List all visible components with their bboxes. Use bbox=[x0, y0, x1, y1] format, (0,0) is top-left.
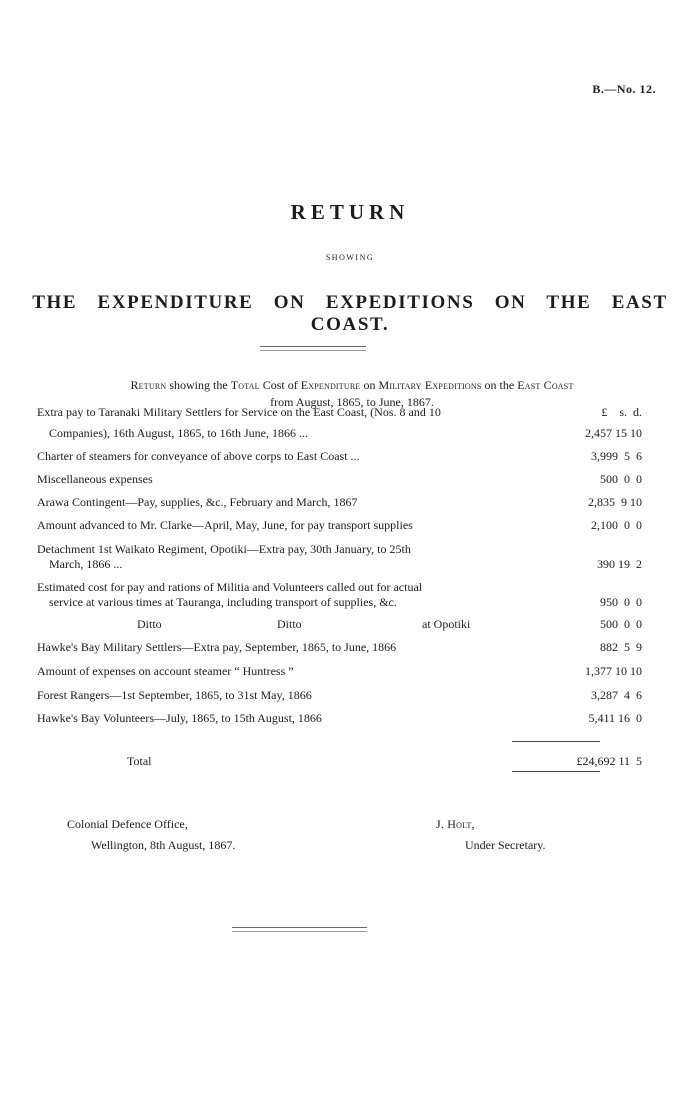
heading-date-range: from August, 1865, to June, 1867. bbox=[270, 395, 434, 409]
row-description: Charter of steamers for conveyance of above corps to East Coast ... bbox=[37, 449, 360, 463]
row-description: Forest Rangers—1st September, 1865, to 31st May, 1866 bbox=[37, 688, 312, 702]
row-amount: 2,457 15 10 bbox=[585, 426, 642, 440]
row-amount: 5,411 16 0 bbox=[588, 711, 642, 725]
table-row bbox=[37, 405, 672, 441]
row-amount: 950 0 0 bbox=[600, 595, 642, 609]
row-line: Detachment 1st Waikato Regiment, Opotiki—Extra pay, 30th January, to 25th bbox=[37, 542, 411, 556]
row-description: Hawke's Bay Volunteers—July, 1865, to 15th August, 1866 bbox=[37, 711, 322, 725]
row-amount: 390 19 2 bbox=[597, 557, 642, 571]
heading-text: on bbox=[360, 378, 379, 392]
row-amount: 3,999 5 6 bbox=[591, 449, 642, 463]
row-amount: 500 0 0 bbox=[600, 617, 642, 631]
document-subtitle: SHOWING bbox=[325, 253, 375, 262]
office-name: Colonial Defence Office, bbox=[67, 817, 188, 831]
row-description bbox=[37, 580, 512, 610]
row-description bbox=[37, 405, 512, 441]
heading-word: Military Expeditions bbox=[378, 378, 482, 392]
row-amount: 2,100 0 0 bbox=[591, 518, 642, 532]
row-description: Miscellaneous expenses bbox=[37, 472, 153, 486]
row-amount: 3,287 4 6 bbox=[591, 688, 642, 702]
row-amount: 2,835 9 10 bbox=[588, 495, 642, 509]
signatory-name: J. Holt, bbox=[436, 817, 475, 831]
heading-word: Total bbox=[230, 378, 260, 392]
total-amount: £24,692 11 5 bbox=[576, 754, 642, 768]
heading-text: showing the bbox=[166, 378, 231, 392]
document-subject: THE EXPENDITURE ON EXPEDITIONS ON THE EAST COAST. bbox=[32, 292, 668, 335]
row-line: Estimated cost for pay and rations of Militia and Volunteers called out for actual bbox=[37, 580, 423, 594]
row-amount: 882 5 9 bbox=[600, 640, 642, 654]
row-description: Hawke's Bay Military Settlers—Extra pay, September, 1865, to June, 1866 bbox=[37, 640, 397, 654]
document-reference: B.—No. 12. bbox=[592, 82, 656, 96]
table-row bbox=[37, 580, 672, 612]
heading-text: on the bbox=[481, 378, 518, 392]
row-amount: 500 0 0 bbox=[600, 472, 642, 486]
row-description: Amount advanced to Mr. Clarke—April, May, June, for pay transport supplies bbox=[37, 518, 413, 532]
row-amount: 1,377 10 10 bbox=[585, 664, 642, 678]
currency-header: £ s. d. bbox=[601, 405, 642, 419]
total-underline bbox=[512, 771, 600, 772]
total-rule bbox=[512, 741, 600, 742]
row-description bbox=[37, 542, 512, 572]
ditto-mark: Ditto bbox=[277, 617, 302, 631]
signatory-title: Under Secretary. bbox=[465, 838, 546, 852]
row-description: Arawa Contingent—Pay, supplies, &c., February and March, 1867 bbox=[37, 495, 358, 509]
table-row bbox=[37, 542, 672, 574]
heading-text: Cost of bbox=[259, 378, 301, 392]
row-line: Extra pay to Taranaki Military Settlers for Service on the East Coast, (Nos. 8 and 10 bbox=[37, 405, 441, 419]
row-place: at Opotiki bbox=[422, 617, 471, 631]
document-title: RETURN bbox=[290, 200, 410, 224]
row-line: Companies), 16th August, 1865, to 16th June, 1866 ... bbox=[49, 426, 308, 440]
heading-word: Expenditure bbox=[300, 378, 361, 392]
decorative-rule bbox=[232, 927, 367, 932]
row-line: service at various times at Tauranga, including transport of supplies, &c. bbox=[49, 595, 397, 609]
ditto-mark: Ditto bbox=[137, 617, 162, 631]
heading-word: East Coast bbox=[517, 378, 574, 392]
place-date: Wellington, 8th August, 1867. bbox=[91, 838, 236, 852]
row-line: March, 1866 ... bbox=[49, 557, 123, 571]
total-label: Total bbox=[127, 754, 152, 768]
row-description: Amount of expenses on account steamer “ Huntress ” bbox=[37, 664, 294, 678]
heading-word: Return bbox=[130, 378, 167, 392]
decorative-rule bbox=[260, 346, 366, 351]
